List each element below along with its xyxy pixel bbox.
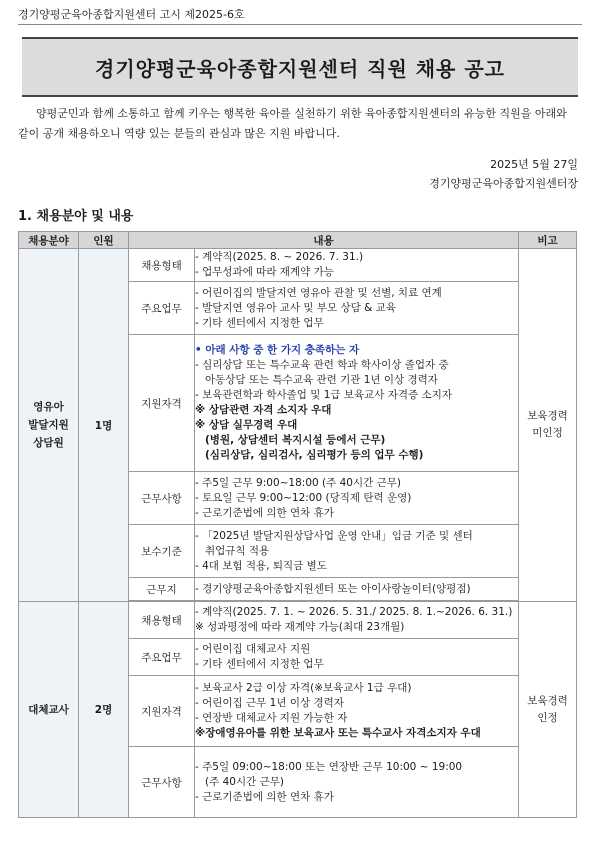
content-line: - 근로기준법에 의한 연차 휴가	[195, 506, 334, 519]
item-label: 지원자격	[129, 335, 195, 472]
content-line: • 아래 사항 중 한 가지 충족하는 자	[195, 344, 360, 356]
table-row	[19, 602, 577, 639]
item-content	[195, 335, 519, 472]
note-substitute	[519, 602, 577, 818]
field-substitute: 대체교사	[19, 602, 79, 818]
header-divider	[18, 24, 582, 25]
note-counselor	[519, 249, 577, 602]
content-line: - 계약직(2025. 8. ~ 2026. 7. 31.)	[195, 251, 364, 263]
content-line: (주 40시간 근무)	[205, 775, 284, 788]
item-content	[195, 282, 519, 335]
issuer-signature: 경기양평군육아종합지원센터장	[429, 177, 578, 190]
content-line: (병원, 상담센터 복지시설 등에서 근무)	[205, 434, 386, 446]
recruitment-table	[18, 231, 577, 818]
content-line: - 어린이집 근무 1년 이상 경력자	[195, 697, 344, 709]
item-label: 채용형태	[129, 602, 195, 639]
content-line: ※ 성과평정에 따라 재계약 가능(최대 23개월)	[195, 621, 405, 633]
content-line: - 기타 센터에서 지정한 업무	[195, 316, 324, 329]
section-title: 1. 채용분야 및 내용	[18, 209, 134, 224]
header-content: 내용	[129, 232, 519, 249]
content-line: (심리상담, 심리검사, 심리평가 등의 업무 수행)	[205, 449, 424, 461]
item-content	[195, 676, 519, 747]
item-label: 주요업무	[129, 639, 195, 676]
content-line: - 경기양평군육아종합지원센터 또는 아이사랑놀이터(양평점)	[195, 582, 471, 595]
table-row	[19, 249, 577, 282]
issue-date: 2025년 5월 27일	[490, 158, 578, 171]
item-label: 보수기준	[129, 525, 195, 578]
content-line: - 기타 센터에서 지정한 업무	[195, 658, 324, 670]
content-line: ※장애영유아를 위한 보육교사 또는 특수교사 자격소지자 우대	[195, 727, 481, 739]
content-line: - 계약직(2025. 7. 1. ~ 2026. 5. 31./ 2025. 8. 1.~2026. 6. 31.)	[195, 606, 513, 618]
content-line: - 연장반 대체교사 지원 가능한 자	[195, 712, 348, 724]
note-line: 보육경력	[527, 694, 568, 707]
content-line: - 보육교사 2급 이상 자격(※보육교사 1급 우대)	[195, 682, 412, 694]
item-label: 지원자격	[129, 676, 195, 747]
content-line: 취업규칙 적용	[205, 544, 270, 557]
item-content	[195, 578, 519, 601]
header-note: 비고	[519, 232, 577, 249]
field-label: 발달지원	[28, 419, 69, 431]
header-field: 채용분야	[19, 232, 79, 249]
content-line: - 발달지연 영유아 교사 및 부모 상담 & 교육	[195, 301, 396, 314]
field-label: 영유아	[33, 401, 64, 413]
item-label: 주요업무	[129, 282, 195, 335]
item-content	[195, 249, 519, 282]
content-line: - 주5일 09:00~18:00 또는 연장반 근무 10:00 ~ 19:00	[195, 760, 463, 773]
count-substitute: 2명	[79, 602, 129, 818]
item-content	[195, 747, 519, 818]
item-content	[195, 525, 519, 578]
issue-block	[429, 155, 578, 193]
note-line: 미인정	[532, 427, 563, 439]
item-content	[195, 639, 519, 676]
content-line: - 4대 보험 적용, 퇴직금 별도	[195, 559, 327, 572]
note-line: 인정	[537, 711, 558, 724]
title-banner	[22, 37, 578, 97]
field-counselor	[19, 249, 79, 602]
item-label: 채용형태	[129, 249, 195, 282]
content-line: - 어린이집 대체교사 지원	[195, 643, 311, 655]
content-line: 아동상담 또는 특수교육 관련 기관 1년 이상 경력자	[205, 374, 438, 386]
intro-paragraph: 양평군민과 함께 소통하고 함께 키우는 행복한 육아를 실천하기 위한 육아종합지원센터의 유능한 직원을 아래와 같이 공개 채용하오니 역량 있는 분들의 관심과 많은 지원 바랍니다.	[18, 107, 567, 140]
content-line: ※ 상담관련 자격 소지자 우대	[195, 404, 332, 416]
content-line: - 토요일 근무 9:00~12:00 (당직제 탄력 운영)	[195, 491, 412, 504]
item-content	[195, 602, 519, 639]
content-line: - 심리상담 또는 특수교육 관련 학과 학사이상 졸업자 중	[195, 359, 449, 371]
content-line: - 보육관련학과 학사졸업 및 1급 보육교사 자격증 소지자	[195, 389, 452, 401]
content-line: - 「2025년 발달지원상담사업 운영 안내」임금 기준 및 센터	[195, 529, 473, 542]
content-line: - 근로기준법에 의한 연차 휴가	[195, 790, 334, 803]
note-line: 보육경력	[527, 410, 568, 422]
item-label: 근무사항	[129, 747, 195, 818]
item-label: 근무사항	[129, 472, 195, 525]
field-label: 상담원	[33, 437, 64, 449]
item-label: 근무지	[129, 578, 195, 601]
table-header-row	[19, 232, 577, 249]
content-line: ※ 상담 실무경력 우대	[195, 419, 298, 431]
content-line: - 어린이집의 발달지연 영유아 관찰 및 선별, 치료 연계	[195, 286, 442, 299]
item-content	[195, 472, 519, 525]
header-count: 인원	[79, 232, 129, 249]
count-counselor: 1명	[79, 249, 129, 602]
notice-number: 경기양평군육아종합지원센터 고시 제2025-6호	[18, 8, 245, 21]
page-title: 경기양평군육아종합지원센터 직원 채용 공고	[95, 56, 505, 81]
content-line: - 업무성과에 따라 재계약 가능	[195, 266, 334, 278]
content-line: - 주5일 근무 9:00~18:00 (주 40시간 근무)	[195, 476, 401, 489]
